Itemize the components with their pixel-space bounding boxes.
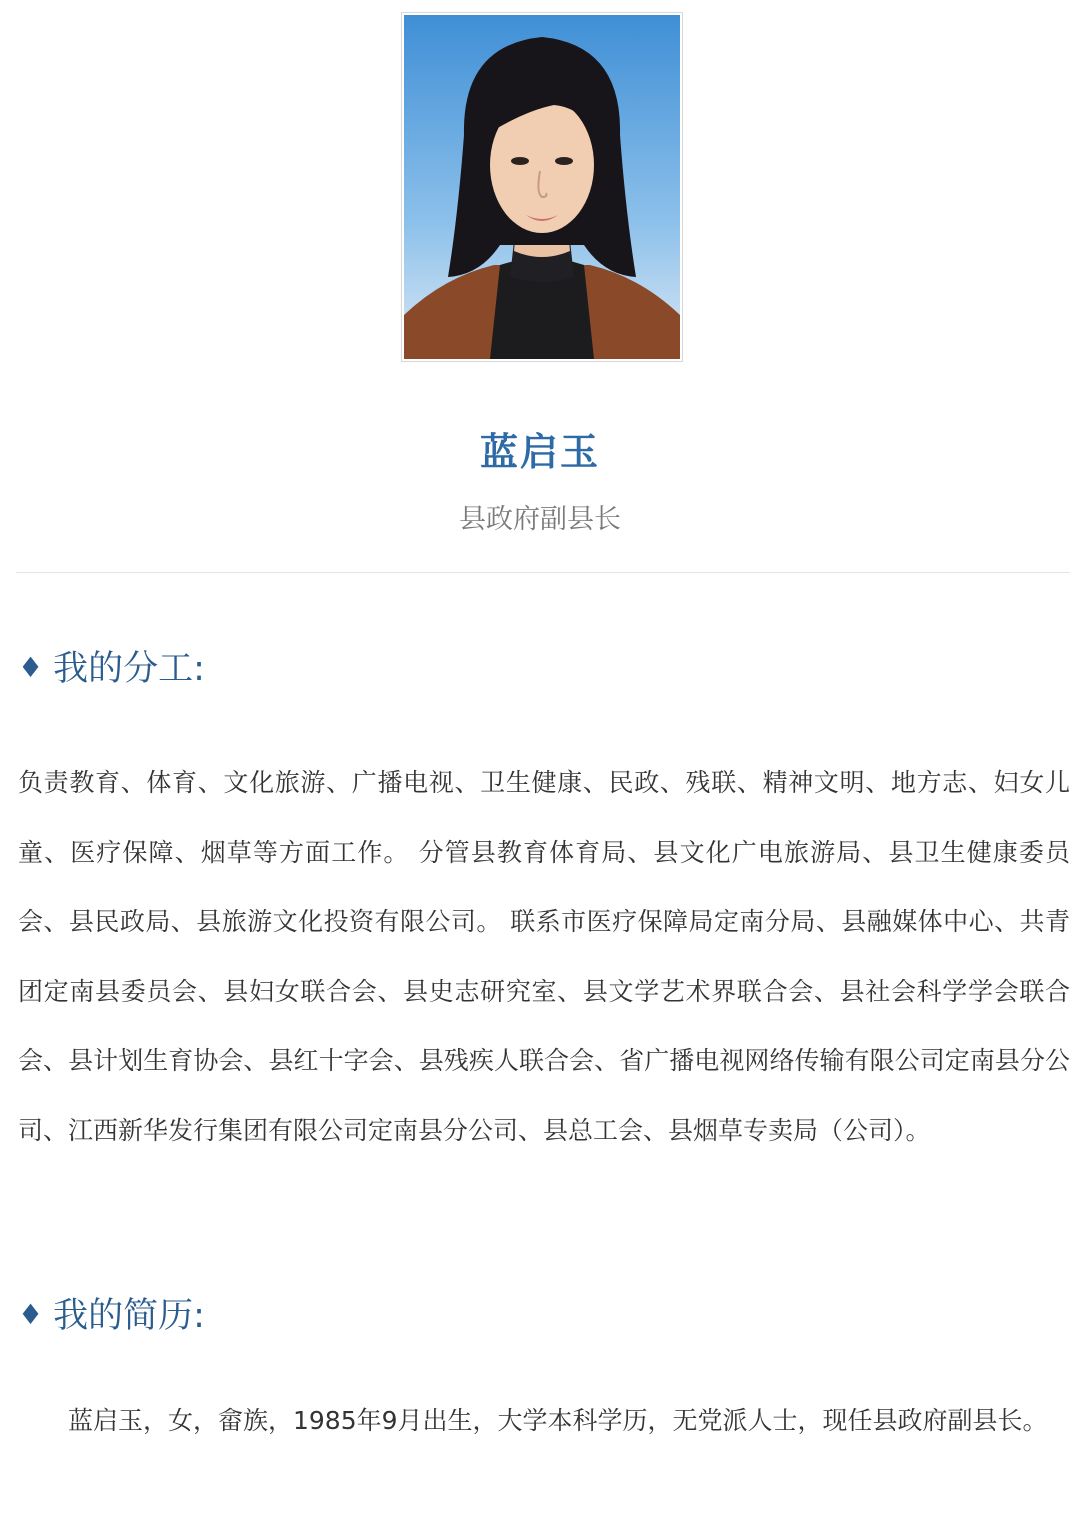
divider (16, 572, 1070, 573)
diamond-bullet-icon: ♦ (18, 651, 44, 684)
duties-heading (18, 643, 205, 694)
person-name: 蓝启玉 (479, 430, 600, 474)
resume-heading-label: 我的简历: (53, 1296, 205, 1336)
diamond-bullet-icon: ♦ (18, 1298, 44, 1331)
portrait-image (404, 15, 680, 359)
resume-heading (18, 1290, 205, 1341)
portrait-photo (402, 13, 682, 361)
person-position: 县政府副县长 (459, 504, 621, 535)
duties-heading-label: 我的分工: (53, 649, 205, 689)
duties-paragraph: 负责教育、体育、文化旅游、广播电视、卫生健康、民政、残联、精神文明、地方志、妇女儿童、医疗保障、烟草等方面工作。 分管县教育体育局、县文化广电旅游局、县卫生健康委员会、县民政局、县旅游文化投资有限公司。 联系市医疗保障局定南分局、县融媒体中心、共青团定南县委员会、县妇女联合会、县史志研究室、县文学艺术界联合会、县社会科学学会联合会、县计划生育协会、县红十字会、县残疾人联合会、省广播电视网络传输有限公司定南县分公司、江西新华发行集团有限公司定南县分公司、县总工会、县烟草专卖局（公司）。 (18, 768, 1070, 1145)
resume-paragraph: 蓝启玉，女，畲族，1985年9月出生，大学本科学历，无党派人士，现任县政府副县长。 (68, 1406, 1048, 1435)
